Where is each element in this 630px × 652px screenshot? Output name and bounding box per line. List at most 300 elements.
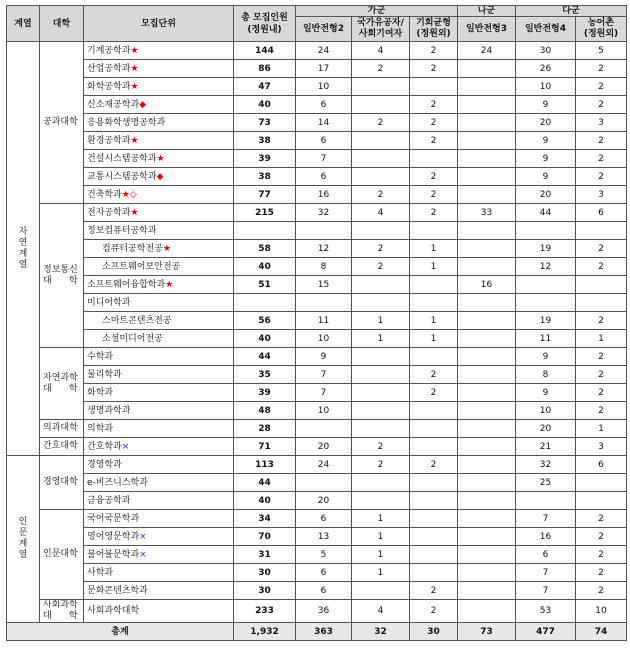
ga1-cell: 8 bbox=[296, 258, 352, 276]
header-ga3-b: (정원외) bbox=[416, 29, 451, 39]
unit-mark-icon: ⨯ bbox=[121, 441, 130, 452]
header-ga3-a: 기회균형 bbox=[416, 18, 451, 28]
total-g1-cell: 363 bbox=[296, 623, 352, 641]
unit-name bbox=[84, 528, 234, 546]
ga3-cell: 2 bbox=[410, 186, 458, 204]
unit-mark-icon: ★ bbox=[130, 45, 139, 56]
ga2-cell: 4 bbox=[352, 600, 410, 623]
unit-label: 사학과 bbox=[87, 567, 114, 578]
header-ga2-b: 사회기여자 bbox=[358, 29, 403, 39]
total-cell: 233 bbox=[234, 600, 296, 623]
unit-name bbox=[84, 60, 234, 78]
ga1-cell: 36 bbox=[296, 600, 352, 623]
ga2-cell: 1 bbox=[352, 528, 410, 546]
unit-label: 전자공학과 bbox=[87, 207, 131, 218]
college-name: 경영대학 bbox=[43, 477, 78, 487]
total-cell: 113 bbox=[234, 456, 296, 474]
unit-name bbox=[84, 258, 234, 276]
ga3-cell: 2 bbox=[410, 60, 458, 78]
table-row bbox=[7, 114, 627, 132]
table-row bbox=[7, 204, 627, 222]
na1-cell bbox=[458, 240, 516, 258]
total-d1-cell: 477 bbox=[516, 623, 576, 641]
na1-cell bbox=[458, 150, 516, 168]
da1-cell: 30 bbox=[516, 42, 576, 60]
unit-label: 경영학과 bbox=[87, 459, 122, 470]
college-name: 간호대학 bbox=[43, 441, 78, 451]
da2-cell: 2 bbox=[576, 150, 627, 168]
unit-label: 불어불문학과 bbox=[87, 549, 140, 560]
ga3-cell: 2 bbox=[410, 168, 458, 186]
na1-cell bbox=[458, 294, 516, 312]
ga3-cell: 1 bbox=[410, 312, 458, 330]
ga1-cell: 7 bbox=[296, 366, 352, 384]
ga2-cell bbox=[352, 420, 410, 438]
ga3-cell: 2 bbox=[410, 96, 458, 114]
da2-cell: 2 bbox=[576, 96, 627, 114]
unit-label: 신소재공학과 bbox=[87, 99, 140, 110]
table-row bbox=[7, 168, 627, 186]
unit-mark-icon: ◆ bbox=[156, 171, 164, 182]
unit-mark-icon: ★ bbox=[130, 63, 139, 74]
unit-mark-icon: ★ bbox=[130, 207, 139, 218]
na1-cell bbox=[458, 78, 516, 96]
ga2-cell bbox=[352, 492, 410, 510]
ga2-cell: 2 bbox=[352, 60, 410, 78]
header-ga1: 일반전형2 bbox=[296, 17, 352, 42]
unit-name bbox=[84, 240, 234, 258]
unit-name bbox=[84, 96, 234, 114]
da1-cell: 19 bbox=[516, 240, 576, 258]
na1-cell bbox=[458, 258, 516, 276]
ga1-cell: 5 bbox=[296, 546, 352, 564]
total-cell: 56 bbox=[234, 312, 296, 330]
ga1-cell: 24 bbox=[296, 42, 352, 60]
table-row bbox=[7, 564, 627, 582]
ga2-cell: 2 bbox=[352, 456, 410, 474]
ga1-cell: 6 bbox=[296, 582, 352, 600]
na1-cell bbox=[458, 528, 516, 546]
da2-cell: 6 bbox=[576, 456, 627, 474]
table-row bbox=[7, 348, 627, 366]
table-row bbox=[7, 240, 627, 258]
unit-label: 교통시스템공학과 bbox=[87, 171, 157, 182]
da2-cell: 2 bbox=[576, 240, 627, 258]
ga1-cell: 6 bbox=[296, 132, 352, 150]
table-row bbox=[7, 546, 627, 564]
unit-label: 금융공학과 bbox=[87, 495, 131, 506]
college-cell bbox=[40, 42, 84, 204]
na1-cell bbox=[458, 312, 516, 330]
da1-cell: 25 bbox=[516, 474, 576, 492]
unit-name bbox=[84, 222, 234, 240]
ga2-cell bbox=[352, 96, 410, 114]
table-row bbox=[7, 78, 627, 96]
table-row bbox=[7, 366, 627, 384]
na1-cell: 16 bbox=[458, 276, 516, 294]
ga2-cell: 2 bbox=[352, 240, 410, 258]
table-row bbox=[7, 438, 627, 456]
ga3-cell: 1 bbox=[410, 240, 458, 258]
college-name-line2: 대 학 bbox=[43, 275, 78, 286]
ga2-cell bbox=[352, 348, 410, 366]
ga2-cell: 2 bbox=[352, 258, 410, 276]
da1-cell: 9 bbox=[516, 150, 576, 168]
total-cell: 71 bbox=[234, 438, 296, 456]
header-ga3 bbox=[410, 17, 458, 42]
table-row bbox=[7, 420, 627, 438]
total-row bbox=[7, 623, 627, 641]
admission-table-wrap bbox=[6, 5, 627, 641]
ga1-cell: 17 bbox=[296, 60, 352, 78]
total-label: 총계 bbox=[7, 623, 234, 641]
college-name: 사회과학 bbox=[43, 600, 78, 610]
total-cell: 30 bbox=[234, 582, 296, 600]
ga3-cell: 1 bbox=[410, 330, 458, 348]
na1-cell bbox=[458, 186, 516, 204]
da2-cell: 1 bbox=[576, 420, 627, 438]
unit-label: 사회과학대학 bbox=[87, 606, 140, 616]
college-cell bbox=[40, 438, 84, 456]
unit-mark-icon: ★ bbox=[162, 243, 171, 254]
da1-cell: 20 bbox=[516, 186, 576, 204]
ga2-cell: 2 bbox=[352, 438, 410, 456]
da2-cell: 2 bbox=[576, 60, 627, 78]
ga3-cell bbox=[410, 222, 458, 240]
da2-cell bbox=[576, 294, 627, 312]
unit-name bbox=[84, 564, 234, 582]
table-row bbox=[7, 150, 627, 168]
unit-name bbox=[84, 366, 234, 384]
unit-label: 간호학과 bbox=[87, 441, 122, 452]
admission-table bbox=[6, 5, 627, 641]
table-row bbox=[7, 528, 627, 546]
da2-cell: 3 bbox=[576, 186, 627, 204]
table-row bbox=[7, 582, 627, 600]
ga2-cell bbox=[352, 78, 410, 96]
ga3-cell: 2 bbox=[410, 204, 458, 222]
unit-name bbox=[84, 114, 234, 132]
total-cell: 30 bbox=[234, 564, 296, 582]
unit-name bbox=[84, 546, 234, 564]
na1-cell bbox=[458, 420, 516, 438]
da1-cell: 11 bbox=[516, 330, 576, 348]
table-row bbox=[7, 474, 627, 492]
total-cell: 40 bbox=[234, 492, 296, 510]
ga1-cell: 10 bbox=[296, 78, 352, 96]
da1-cell: 9 bbox=[516, 348, 576, 366]
ga3-cell bbox=[410, 276, 458, 294]
ga1-cell: 16 bbox=[296, 186, 352, 204]
na1-cell bbox=[458, 366, 516, 384]
ga2-cell: 1 bbox=[352, 546, 410, 564]
ga3-cell bbox=[410, 294, 458, 312]
da1-cell: 7 bbox=[516, 510, 576, 528]
ga1-cell: 6 bbox=[296, 564, 352, 582]
da1-cell: 9 bbox=[516, 96, 576, 114]
header-ga2-a: 국가유공자/ bbox=[357, 18, 404, 28]
unit-label: 스마트콘텐츠전공 bbox=[102, 315, 172, 326]
ga2-cell bbox=[352, 366, 410, 384]
group-cell bbox=[7, 456, 40, 623]
unit-name bbox=[84, 330, 234, 348]
da1-cell: 10 bbox=[516, 402, 576, 420]
unit-label: e-비즈니스학과 bbox=[87, 477, 148, 488]
table-row bbox=[7, 492, 627, 510]
da2-cell: 2 bbox=[576, 402, 627, 420]
unit-label: 정보컴퓨터공학과 bbox=[87, 225, 157, 236]
ga1-cell: 15 bbox=[296, 276, 352, 294]
unit-label: 영어영문학과 bbox=[87, 531, 140, 542]
ga1-cell: 9 bbox=[296, 348, 352, 366]
da2-cell: 2 bbox=[576, 564, 627, 582]
header-gyeyeol: 계열 bbox=[7, 6, 40, 42]
ga2-cell: 4 bbox=[352, 204, 410, 222]
unit-name bbox=[84, 438, 234, 456]
unit-name bbox=[84, 132, 234, 150]
da2-cell: 2 bbox=[576, 528, 627, 546]
total-cell: 40 bbox=[234, 258, 296, 276]
unit-mark-icon: ★ bbox=[156, 153, 165, 164]
da1-cell: 9 bbox=[516, 132, 576, 150]
ga1-cell bbox=[296, 474, 352, 492]
ga3-cell bbox=[410, 546, 458, 564]
unit-name bbox=[84, 78, 234, 96]
college-name: 자연과학 bbox=[43, 372, 78, 383]
table-row bbox=[7, 42, 627, 60]
header-unit: 모집단위 bbox=[84, 6, 234, 42]
da1-cell: 32 bbox=[516, 456, 576, 474]
table-row bbox=[7, 276, 627, 294]
ga2-cell: 1 bbox=[352, 330, 410, 348]
college-cell bbox=[40, 600, 84, 623]
college-name-line2: 대 학 bbox=[43, 383, 78, 394]
header-da: 다군 bbox=[516, 6, 627, 17]
ga3-cell: 2 bbox=[410, 42, 458, 60]
unit-name bbox=[84, 402, 234, 420]
unit-name bbox=[84, 186, 234, 204]
unit-label: 건축학과 bbox=[87, 189, 122, 200]
total-cell: 77 bbox=[234, 186, 296, 204]
table-row bbox=[7, 132, 627, 150]
table-row bbox=[7, 60, 627, 78]
college-name: 공과대학 bbox=[43, 117, 78, 127]
ga2-cell: 1 bbox=[352, 312, 410, 330]
da2-cell: 1 bbox=[576, 330, 627, 348]
da2-cell: 2 bbox=[576, 384, 627, 402]
da1-cell bbox=[516, 294, 576, 312]
total-cell bbox=[234, 294, 296, 312]
unit-name bbox=[84, 150, 234, 168]
ga1-cell bbox=[296, 420, 352, 438]
unit-name bbox=[84, 384, 234, 402]
unit-label: 생명과학과 bbox=[87, 405, 131, 416]
total-cell: 40 bbox=[234, 96, 296, 114]
unit-label: 수학과 bbox=[87, 351, 114, 362]
college-name: 정보통신 bbox=[43, 264, 78, 275]
unit-name bbox=[84, 492, 234, 510]
unit-name bbox=[84, 42, 234, 60]
ga3-cell bbox=[410, 150, 458, 168]
na1-cell bbox=[458, 60, 516, 78]
total-g3-cell: 30 bbox=[410, 623, 458, 641]
total-cell: 34 bbox=[234, 510, 296, 528]
da2-cell: 2 bbox=[576, 366, 627, 384]
ga2-cell bbox=[352, 168, 410, 186]
total-cell: 35 bbox=[234, 366, 296, 384]
total-cell bbox=[234, 222, 296, 240]
total-cell: 31 bbox=[234, 546, 296, 564]
unit-name bbox=[84, 276, 234, 294]
ga3-cell bbox=[410, 564, 458, 582]
unit-label: 소셜미디어전공 bbox=[102, 333, 163, 344]
total-cell: 215 bbox=[234, 204, 296, 222]
ga1-cell bbox=[296, 222, 352, 240]
unit-name bbox=[84, 312, 234, 330]
unit-name bbox=[84, 474, 234, 492]
ga1-cell: 11 bbox=[296, 312, 352, 330]
table-row bbox=[7, 402, 627, 420]
ga2-cell bbox=[352, 276, 410, 294]
college-cell bbox=[40, 204, 84, 348]
unit-label: 국어국문학과 bbox=[87, 513, 140, 524]
ga1-cell bbox=[296, 294, 352, 312]
header-total-sub: (정원내) bbox=[247, 24, 282, 35]
na1-cell bbox=[458, 402, 516, 420]
total-cell: 39 bbox=[234, 150, 296, 168]
ga2-cell: 2 bbox=[352, 114, 410, 132]
header-ga2 bbox=[352, 17, 410, 42]
header-college: 대학 bbox=[40, 6, 84, 42]
ga2-cell bbox=[352, 150, 410, 168]
na1-cell bbox=[458, 546, 516, 564]
table-row bbox=[7, 384, 627, 402]
na1-cell bbox=[458, 564, 516, 582]
ga2-cell bbox=[352, 294, 410, 312]
group-label: 자 연 계 열 bbox=[18, 226, 28, 270]
da1-cell: 7 bbox=[516, 582, 576, 600]
da2-cell: 2 bbox=[576, 168, 627, 186]
da2-cell: 2 bbox=[576, 132, 627, 150]
ga3-cell: 1 bbox=[410, 258, 458, 276]
unit-name bbox=[84, 204, 234, 222]
unit-label: 의학과 bbox=[87, 423, 114, 434]
da1-cell bbox=[516, 276, 576, 294]
na1-cell bbox=[458, 132, 516, 150]
ga3-cell: 2 bbox=[410, 132, 458, 150]
ga2-cell bbox=[352, 384, 410, 402]
total-g2-cell: 32 bbox=[352, 623, 410, 641]
da1-cell: 10 bbox=[516, 78, 576, 96]
da1-cell: 6 bbox=[516, 546, 576, 564]
ga3-cell bbox=[410, 420, 458, 438]
da2-cell: 5 bbox=[576, 42, 627, 60]
na1-cell bbox=[458, 384, 516, 402]
da2-cell: 2 bbox=[576, 78, 627, 96]
total-cell: 38 bbox=[234, 168, 296, 186]
ga3-cell bbox=[410, 528, 458, 546]
ga2-cell bbox=[352, 582, 410, 600]
ga3-cell bbox=[410, 348, 458, 366]
total-n1-cell: 73 bbox=[458, 623, 516, 641]
na1-cell bbox=[458, 492, 516, 510]
ga1-cell: 6 bbox=[296, 168, 352, 186]
total-cell: 47 bbox=[234, 78, 296, 96]
unit-label: 건설시스템공학과 bbox=[87, 153, 157, 164]
unit-mark-icon: ◆ bbox=[139, 99, 147, 110]
ga2-cell bbox=[352, 222, 410, 240]
da2-cell bbox=[576, 492, 627, 510]
total-cell: 73 bbox=[234, 114, 296, 132]
unit-label: 문화콘텐츠학과 bbox=[87, 585, 148, 596]
total-cell: 70 bbox=[234, 528, 296, 546]
na1-cell: 33 bbox=[458, 204, 516, 222]
da2-cell: 2 bbox=[576, 510, 627, 528]
table-row bbox=[7, 222, 627, 240]
table-row bbox=[7, 600, 627, 623]
ga1-cell: 7 bbox=[296, 150, 352, 168]
na1-cell bbox=[458, 330, 516, 348]
header-total bbox=[234, 6, 296, 42]
da1-cell: 21 bbox=[516, 438, 576, 456]
na1-cell bbox=[458, 456, 516, 474]
unit-name bbox=[84, 348, 234, 366]
na1-cell bbox=[458, 474, 516, 492]
unit-mark-icon: ⨯ bbox=[139, 531, 147, 542]
na1-cell bbox=[458, 168, 516, 186]
unit-name bbox=[84, 456, 234, 474]
na1-cell bbox=[458, 438, 516, 456]
da2-cell: 10 bbox=[576, 600, 627, 623]
ga1-cell: 20 bbox=[296, 492, 352, 510]
header-da1: 일반전형4 bbox=[516, 17, 576, 42]
da2-cell: 2 bbox=[576, 312, 627, 330]
ga1-cell: 10 bbox=[296, 402, 352, 420]
da1-cell: 9 bbox=[516, 168, 576, 186]
ga2-cell: 1 bbox=[352, 510, 410, 528]
ga3-cell: 2 bbox=[410, 582, 458, 600]
table-row bbox=[7, 258, 627, 276]
college-cell bbox=[40, 348, 84, 420]
da2-cell bbox=[576, 222, 627, 240]
da1-cell: 8 bbox=[516, 366, 576, 384]
unit-label: 환경공학과 bbox=[87, 135, 131, 146]
na1-cell bbox=[458, 96, 516, 114]
college-cell bbox=[40, 456, 84, 510]
table-row bbox=[7, 312, 627, 330]
ga1-cell: 20 bbox=[296, 438, 352, 456]
ga1-cell: 24 bbox=[296, 456, 352, 474]
da1-cell: 16 bbox=[516, 528, 576, 546]
unit-name bbox=[84, 168, 234, 186]
total-cell: 48 bbox=[234, 402, 296, 420]
ga3-cell bbox=[410, 78, 458, 96]
ga1-cell: 10 bbox=[296, 330, 352, 348]
unit-label: 화학과 bbox=[87, 387, 114, 398]
header-na: 나군 bbox=[458, 6, 516, 17]
total-cell: 51 bbox=[234, 276, 296, 294]
da2-cell: 3 bbox=[576, 114, 627, 132]
da1-cell: 26 bbox=[516, 60, 576, 78]
table-row bbox=[7, 96, 627, 114]
total-cell: 40 bbox=[234, 330, 296, 348]
unit-mark-icon: ★ bbox=[165, 279, 174, 290]
header-ga: 가군 bbox=[296, 6, 458, 17]
da1-cell bbox=[516, 492, 576, 510]
unit-name bbox=[84, 510, 234, 528]
total-cell: 44 bbox=[234, 474, 296, 492]
unit-label: 미디어학과 bbox=[87, 297, 131, 308]
